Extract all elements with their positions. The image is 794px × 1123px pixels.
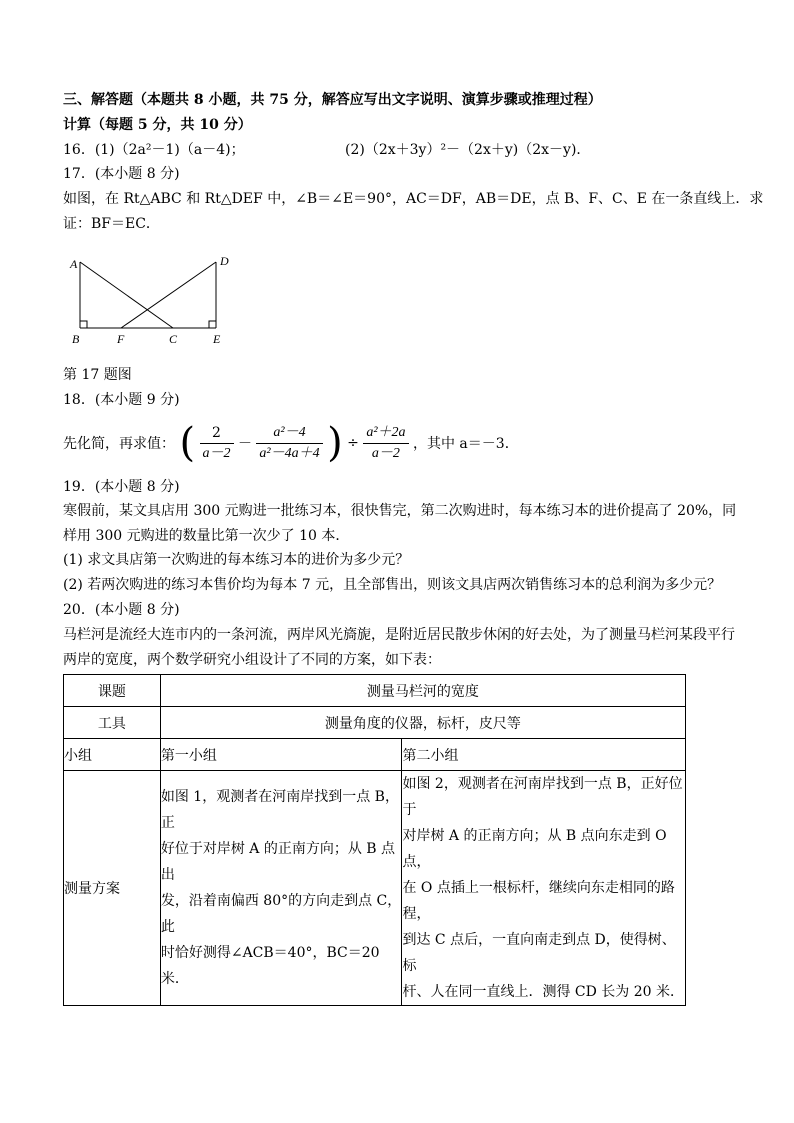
divide-sign: ÷ [347, 435, 359, 451]
table-row-topic [64, 675, 686, 707]
q19-text1: 寒假前，某文具店用 300 元购进一批练习本，很快售完，第二次购进时，每本练习本的进价提高了 20%，同 [63, 503, 737, 519]
group-label: 小组 [64, 739, 161, 771]
q20-text1: 马栏河是流经大连市内的一条河流，两岸风光旖旎，是附近居民散步休闲的好去处，为了测量马栏河某段平行 [63, 627, 735, 643]
right-angle-B [80, 321, 87, 328]
fraction-1-den: a－2 [202, 445, 231, 461]
plan-label: 测量方案 [64, 771, 161, 1006]
topic-label: 课题 [64, 675, 161, 707]
q19-sub1: (1) 求文具店第一次购进的每本练习本的进价为多少元？ [63, 552, 410, 568]
label-E: E [213, 332, 221, 346]
plan2-line: 杆、人在同一直线上．测得 CD 长为 20 米． [402, 984, 685, 1000]
fraction-3-den: a－2 [371, 445, 400, 461]
minus-sign: － [237, 436, 252, 452]
q16-part1: 16．(1)（2a²－1)（a－4)； [63, 142, 245, 158]
plan2-cell [402, 771, 686, 1006]
right-angle-E [209, 321, 216, 328]
plan2-line: 对岸树 A 的正南方向；从 B 点向东走到 O 点， [402, 828, 667, 870]
label-A: A [70, 257, 78, 271]
plan1-line: 如图 1，观测者在河南岸找到一点 B，正 [160, 789, 399, 831]
fraction-2-den: a²－4a＋4 [259, 445, 320, 461]
q17-text1: 如图，在 Rt△ABC 和 Rt△DEF 中，∠B＝∠E＝90°，AC＝DF，AB＝DE，点 B、F、C、E 在一条直线上．求 [63, 191, 764, 207]
q17-text2: 证：BF＝EC． [63, 216, 160, 232]
tools-label: 工具 [64, 707, 161, 739]
q20-table [63, 674, 686, 1006]
q16-part2: (2)（2x＋3y）²－（2x＋y)（2x－y)． [345, 142, 591, 158]
right-paren: ) [327, 420, 343, 466]
q17-points: 17．(本小题 8 分) [63, 166, 180, 182]
label-B: B [72, 332, 80, 346]
q19-sub2: (2) 若两次购进的练习本售价均为每本 7 元，且全部售出，则该文具店两次销售练习本的总利润为多少元？ [63, 577, 722, 593]
plan1-line: 时恰好测得∠ACB＝40°，BC＝20 米． [160, 945, 380, 987]
plan2-line: 到达 C 点后，一直向南走到点 D，使得树、标 [402, 932, 676, 974]
fraction-3 [363, 423, 408, 464]
fraction-1 [200, 423, 234, 464]
fraction-3-num: a²＋2a [363, 423, 408, 444]
section-header: 三、解答题（本题共 8 小题，共 75 分，解答应写出文字说明、演算步骤或推理过程） [63, 92, 602, 108]
segment-DF [121, 262, 216, 328]
segment-AC [80, 262, 173, 328]
label-D: D [220, 254, 229, 268]
table-row-groups [64, 739, 686, 771]
table-row-tools [64, 707, 686, 739]
fraction-2 [256, 423, 322, 464]
plan1-cell [160, 771, 402, 1006]
q18-points: 18．(本小题 9 分) [63, 392, 180, 408]
label-F: F [117, 332, 125, 346]
label-C: C [169, 332, 178, 346]
q17-caption: 第 17 题图 [63, 367, 132, 383]
q19-text2: 样用 300 元购进的数量比第一次少了 10 本． [63, 528, 350, 544]
left-paren: ( [179, 420, 196, 466]
q19-points: 19．(本小题 8 分) [63, 479, 180, 495]
q18-lead: 先化简，再求值： [63, 436, 175, 452]
topic-value: 测量马栏河的宽度 [160, 675, 685, 707]
q20-text2: 两岸的宽度，两个数学研究小组设计了不同的方案，如下表： [63, 652, 441, 668]
q17-figure [63, 250, 243, 350]
plan2-line: 如图 2，观测者在河南岸找到一点 B，正好位于 [402, 776, 683, 818]
plan1-line: 发，沿着南偏西 80°的方向走到点 C，此 [160, 893, 402, 935]
q18-expression [63, 420, 519, 466]
plan1-line: 好位于对岸树 A 的正南方向；从 B 点出 [160, 841, 396, 883]
calc-title: 计算（每题 5 分，共 10 分） [63, 117, 252, 133]
q20-points: 20．(本小题 8 分) [63, 602, 180, 618]
fraction-1-num: 2 [200, 423, 234, 444]
table-row-plan [64, 771, 686, 1006]
group2-header: 第二小组 [402, 739, 686, 771]
plan2-line: 在 O 点插上一根标杆，继续向东走相同的路程， [402, 880, 675, 922]
tools-value: 测量角度的仪器，标杆，皮尺等 [160, 707, 685, 739]
q18-tail: ，其中 a＝－3． [412, 436, 519, 452]
fraction-2-num: a²－4 [256, 423, 322, 444]
group1-header: 第一小组 [160, 739, 402, 771]
